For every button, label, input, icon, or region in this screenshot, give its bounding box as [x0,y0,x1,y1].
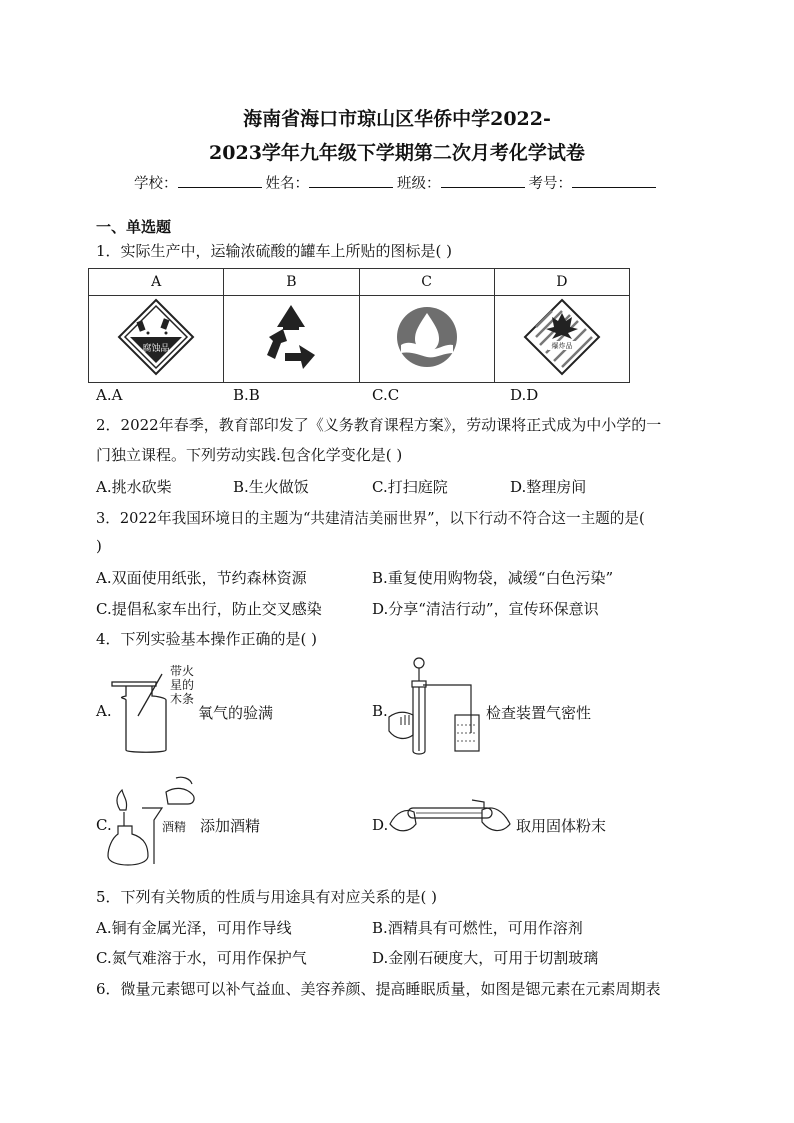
q5-option-d[interactable]: D.金刚石硬度大，可用于切割玻璃 [372,949,599,967]
q3-option-a[interactable]: A.双面使用纸张，节约森林资源 [96,569,307,587]
q3-stem-line-1: 3．2022年我国环境日的主题为“共建清洁美丽世界”，以下行动不符合这一主题的是( [96,510,645,527]
q2-option-d[interactable]: D.整理房间 [510,478,587,496]
q4-a-annot-3: 木条 [170,692,195,706]
q3-option-c[interactable]: C.提倡私家车出行，防止交叉感染 [96,600,322,618]
q5-option-b[interactable]: B.酒精具有可燃性，可用作溶剂 [372,919,583,937]
q1-icon-table [88,268,630,383]
q3-option-d[interactable]: D.分享“清洁行动”，宣传环保意识 [372,600,599,618]
q1-header-d: D [494,269,629,296]
q4-option-a-label: 氧气的验满 [198,704,274,722]
q5-option-c[interactable]: C.氮气难溶于水，可用作保护气 [96,949,307,967]
q1-option-c[interactable]: C.C [372,386,400,404]
q1-option-b[interactable]: B.B [233,386,260,404]
q4-option-b-label: 检查装置气密性 [486,704,592,722]
school-label: 学校： [134,176,178,192]
corrosive-icon [116,297,196,377]
section-heading: 一、单选题 [96,218,172,236]
alcohol-lamp-illustration [106,768,202,874]
q4-option-c-label: 添加酒精 [200,817,261,835]
q4-option-d-label: 取用固体粉末 [516,817,607,835]
q6-stem: 6．微量元素锶可以补气益血、美容养颜、提高睡眠质量，如图是锶元素在元素周期表 [96,980,661,998]
airtightness-check-illustration [383,655,483,757]
q4-option-c-letter[interactable]: C. [96,816,112,834]
class-blank[interactable] [441,175,525,188]
corrosive-icon-text: 腐蚀品 [142,344,170,354]
powder-sampling-illustration [386,794,514,844]
exam-no-blank[interactable] [572,175,656,188]
name-label: 姓名： [265,176,309,192]
q4-option-b-letter[interactable]: B. [372,702,388,720]
student-info-line [0,172,794,193]
q4-option-a-letter[interactable]: A. [96,702,112,720]
q5-stem: 5．下列有关物质的性质与用途具有对应关系的是( ) [96,888,438,906]
q1-header-c: C [359,269,494,296]
q2-option-c[interactable]: C.打扫庭院 [372,478,448,496]
class-label: 班级： [397,176,441,192]
school-blank[interactable] [178,175,262,188]
q3-stem-line-2: ) [96,537,102,555]
q1-stem: 1．实际生产中，运输浓硫酸的罐车上所贴的图标是( ) [96,242,453,260]
q1-header-b: B [224,269,359,296]
explosive-icon [522,297,602,377]
q5-option-a[interactable]: A.铜有金属光泽，可用作导线 [96,919,292,937]
q1-option-d[interactable]: D.D [510,386,539,404]
q4-a-annot-1: 带火 [170,664,195,678]
q2-option-a[interactable]: A.挑水砍柴 [96,478,172,496]
q4-a-annot-2: 星的 [170,678,195,692]
q2-option-b[interactable]: B.生火做饭 [233,478,309,496]
q4-option-d-letter[interactable]: D. [372,816,389,834]
q1-option-a[interactable]: A.A [96,386,123,404]
q1-header-a: A [89,269,224,296]
q2-stem-line-2: 门独立课程。下列劳动实践.包含化学变化是( ) [96,446,403,464]
q2-stem-line-1: 2．2022年春季，教育部印发了《义务教育课程方案》，劳动课将正式成为中小学的一 [96,416,662,434]
exam-no-label: 考号： [528,176,572,192]
title-line-1: 海南省海口市琼山区华侨中学2022- [243,108,551,130]
q3-option-b[interactable]: B.重复使用购物袋，减缓“白色污染” [372,569,614,587]
q4-a-annotation [170,664,194,706]
title-line-2: 2023学年九年级下学期第二次月考化学试卷 [209,142,585,164]
q4-stem: 4．下列实验基本操作正确的是( ) [96,630,318,648]
q4-c-annotation: 酒精 [162,820,187,834]
water-drop-icon [387,297,467,377]
explosive-icon-text: 爆炸品 [551,342,573,350]
name-blank[interactable] [309,175,393,188]
recycle-icon [251,297,331,377]
